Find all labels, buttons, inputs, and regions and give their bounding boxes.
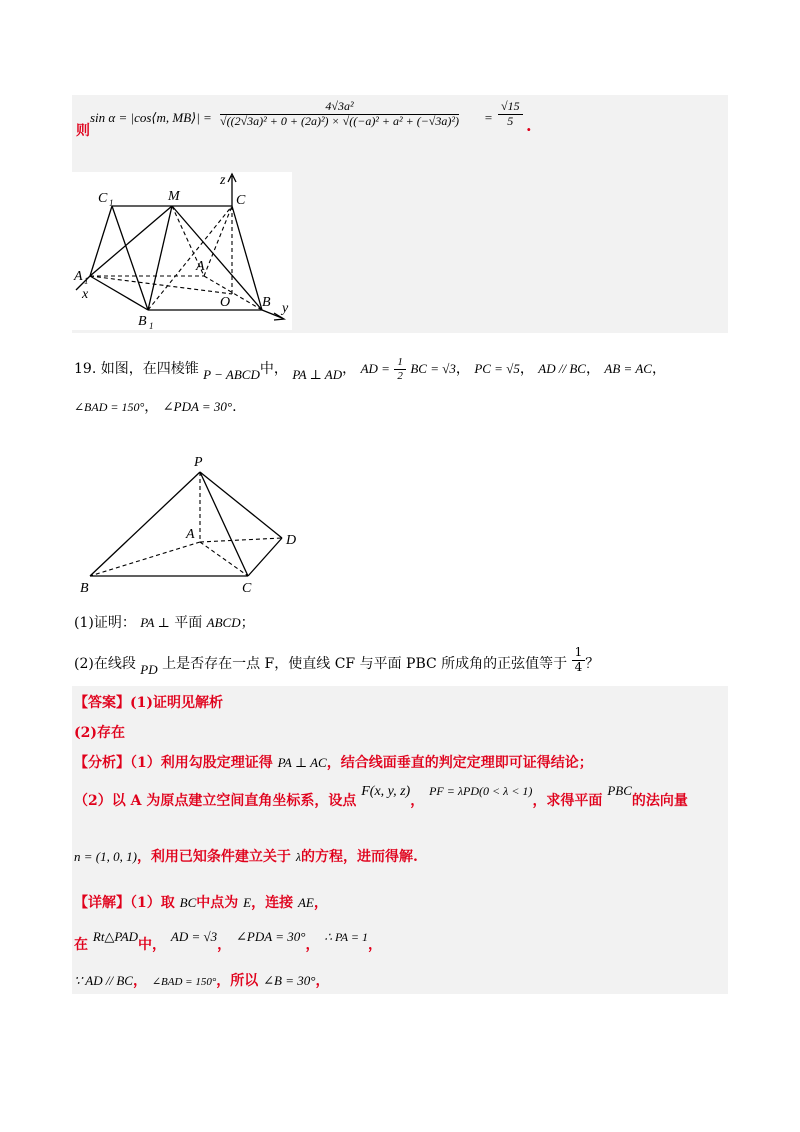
part2-prefix: (2)在线段: [74, 656, 136, 673]
edge-p-c: [200, 472, 248, 576]
edge-a1-m: [90, 206, 172, 276]
detail-1-bc: BC: [179, 895, 197, 910]
edge-c1-a1: [90, 206, 112, 276]
edge-m-b: [172, 206, 262, 310]
cond-pa-perp-ad: PA ⊥ AD: [292, 367, 343, 383]
sep: ，: [585, 361, 600, 378]
detail-line-1: [74, 892, 328, 912]
cond-ad-fraction: [394, 356, 406, 382]
analysis-2-pre: （2）以 A 为原点建立空间直角坐标系，设点: [74, 793, 357, 809]
label-m: M: [168, 189, 180, 204]
analysis-1-pre: （1）利用勾股定理证得: [130, 755, 273, 771]
analysis-1-math: PA ⊥ AC: [277, 755, 327, 770]
part1-end: ；: [240, 615, 255, 631]
edge-p-d: [200, 472, 282, 538]
detail-line-2: [74, 926, 382, 956]
detail-3-sep: ，: [132, 973, 147, 989]
pyramid-diagram: [74, 450, 314, 600]
detail-2-ad: AD = √3: [170, 929, 218, 944]
axis-x-hidden: [90, 276, 232, 294]
part2-mid: 上是否存在一点 F，使直线 CF 与平面 PBC 所成角的正弦值等于: [162, 656, 568, 673]
detail-1-e: E: [243, 895, 252, 910]
cond-ad-parallel-bc: AD // BC: [538, 361, 586, 377]
analysis-tag: 【分析】: [74, 755, 130, 771]
problem-number: 19.: [74, 361, 97, 378]
detail-3-parallel: ∵ AD // BC: [74, 973, 133, 988]
label-x: x: [82, 287, 89, 302]
formula-result-denominator: 5: [507, 113, 514, 128]
analysis-2-point: F(x, y, z): [361, 784, 411, 799]
sep: ，: [144, 399, 159, 415]
label-y: y: [282, 301, 289, 316]
edge-c1-b1: [112, 206, 148, 310]
label-a1-sub: 1: [84, 276, 89, 286]
cond-ad-frac-den: 2: [397, 369, 403, 382]
label-z: z: [220, 173, 226, 188]
analysis-3-lambda: λ: [295, 850, 302, 864]
cond-ab-eq-ac: AB = AC: [604, 361, 652, 377]
answer-part2: (2)存在: [74, 725, 125, 741]
detail-2-end: ，: [367, 937, 382, 953]
formula-equals: =: [484, 110, 493, 125]
label-d: D: [286, 533, 297, 548]
detail-tag: 【详解】: [74, 895, 130, 911]
label-p: P: [194, 455, 203, 470]
figure-pyramid: [74, 450, 314, 600]
label-b1: B: [138, 314, 147, 329]
analysis-2-mid: ，求得平面: [532, 793, 603, 809]
problem-intro: 如图，在四棱锥: [100, 361, 199, 378]
problem-zhong: 中，: [259, 361, 288, 378]
detail-3-angle-bad: ∠BAD = 150°: [151, 976, 217, 988]
analysis-line-3: [74, 846, 418, 866]
edge-c-b: [232, 206, 262, 310]
formula-result-numerator: √15: [498, 100, 523, 115]
answer-part1: (1)证明见解析: [130, 695, 223, 711]
formula-prefix: 则: [76, 123, 90, 139]
cond-ad-frac-num: 1: [394, 356, 406, 370]
detail-2-angle: ∠PDA = 30°: [236, 929, 306, 944]
part2-fraction: [572, 646, 586, 675]
detail-3-angle-b: ∠B = 30°: [263, 973, 316, 988]
cond-angle-pda: ∠PDA = 30°: [162, 399, 233, 414]
edge-a-c-hidden: [204, 206, 232, 276]
detail-2-sep: ，: [217, 937, 232, 953]
analysis-line-1: [74, 752, 593, 772]
problem-line-1: [74, 356, 734, 384]
cond-angle-bad: ∠BAD = 150°: [74, 400, 145, 414]
detail-1-post: ，连接: [251, 895, 294, 911]
detail-2-pre: 在: [74, 937, 88, 953]
label-b1-sub: 1: [149, 321, 154, 330]
top-formula: [74, 100, 724, 148]
label-c: C: [236, 193, 246, 208]
formula-lhs: sin α = |cos⟨m, MB⟩| =: [90, 110, 212, 125]
analysis-2-plane: PBC: [607, 783, 632, 798]
answer-line-1: [74, 692, 223, 712]
detail-1-pre: （1）取: [130, 895, 175, 911]
label-a: A: [186, 527, 195, 542]
formula-numerator: 4√3a²: [220, 100, 459, 115]
analysis-3-post: 的方程，进而得解.: [301, 849, 418, 865]
analysis-3-pre: ，利用已知条件建立关于: [136, 849, 291, 865]
detail-1-end: ，: [313, 895, 328, 911]
detail-3-mid: ，所以: [216, 973, 259, 989]
formula-denominator: √((2√3a)² + 0 + (2a)²) × √((−a)² + a² + (−√3a)²): [220, 113, 459, 128]
edge-m-b1: [148, 206, 172, 310]
analysis-3-normal: n = (1, 0, 1): [74, 849, 137, 864]
label-b: B: [80, 581, 89, 596]
part2-frac-den: 4: [574, 659, 583, 674]
figure-prism: [72, 172, 292, 330]
sep: ，: [651, 361, 666, 378]
edge-c-d: [248, 538, 282, 576]
cond-ad-rhs: BC = √3: [410, 361, 456, 377]
part1-plane: ABCD: [206, 615, 241, 630]
detail-2-triangle: Rt△PAD: [92, 929, 139, 944]
analysis-1-post: ，结合线面垂直的判定定理即可证得结论；: [326, 755, 593, 771]
label-a1: A: [74, 269, 83, 284]
part1-suffix: 平面: [174, 615, 203, 631]
sep: ，: [455, 361, 470, 378]
detail-1-ae: AE: [297, 895, 314, 910]
label-a: A: [196, 259, 205, 274]
edge-a-d-hidden: [200, 538, 282, 542]
edge-p-b: [90, 472, 200, 576]
answer-line-2: [74, 722, 125, 742]
label-b: B: [262, 295, 271, 310]
formula-end: .: [526, 116, 532, 135]
detail-3-end: ，: [315, 973, 330, 989]
analysis-line-2: [74, 780, 688, 820]
detail-1-mid: 中点为: [196, 895, 239, 911]
cond-ad-lhs: AD =: [360, 361, 390, 377]
label-c: C: [242, 581, 252, 596]
part2-end: ？: [585, 656, 600, 673]
part2-frac-num: 1: [572, 646, 586, 661]
problem-line-2: [74, 396, 237, 416]
part1-math: PA ⊥: [140, 615, 170, 630]
detail-2-sep2: ，: [305, 937, 320, 953]
period: .: [232, 399, 237, 415]
detail-2-pa: ∴ PA = 1: [324, 930, 368, 944]
analysis-2-sep: ，: [410, 793, 425, 809]
label-c1-sub: 1: [109, 198, 114, 208]
sep: ，: [342, 361, 357, 378]
label-c1: C: [98, 191, 108, 206]
axis-y: [262, 310, 282, 318]
pyramid-name: P − ABCD: [203, 367, 260, 383]
detail-2-mid: 中，: [138, 937, 167, 953]
edge-a1-b1: [90, 276, 148, 310]
prism-diagram: [72, 172, 292, 330]
part-2: [74, 640, 599, 680]
part2-seg: PD: [140, 662, 158, 678]
formula-result-fraction: [498, 100, 523, 129]
part-1: [74, 612, 255, 632]
answer-tag: 【答案】: [74, 695, 130, 711]
detail-line-3: [74, 970, 329, 990]
analysis-2-vector: PF = λPD(0 < λ < 1): [429, 784, 533, 798]
formula-main-fraction: [220, 100, 459, 129]
analysis-2-post: 的法向量: [631, 793, 688, 809]
part1-prefix: (1)证明：: [74, 615, 136, 631]
label-o: O: [220, 295, 231, 310]
edge-a-b-hidden: [90, 542, 200, 576]
sep: ，: [519, 361, 534, 378]
cond-pc: PC = √5: [474, 361, 520, 377]
